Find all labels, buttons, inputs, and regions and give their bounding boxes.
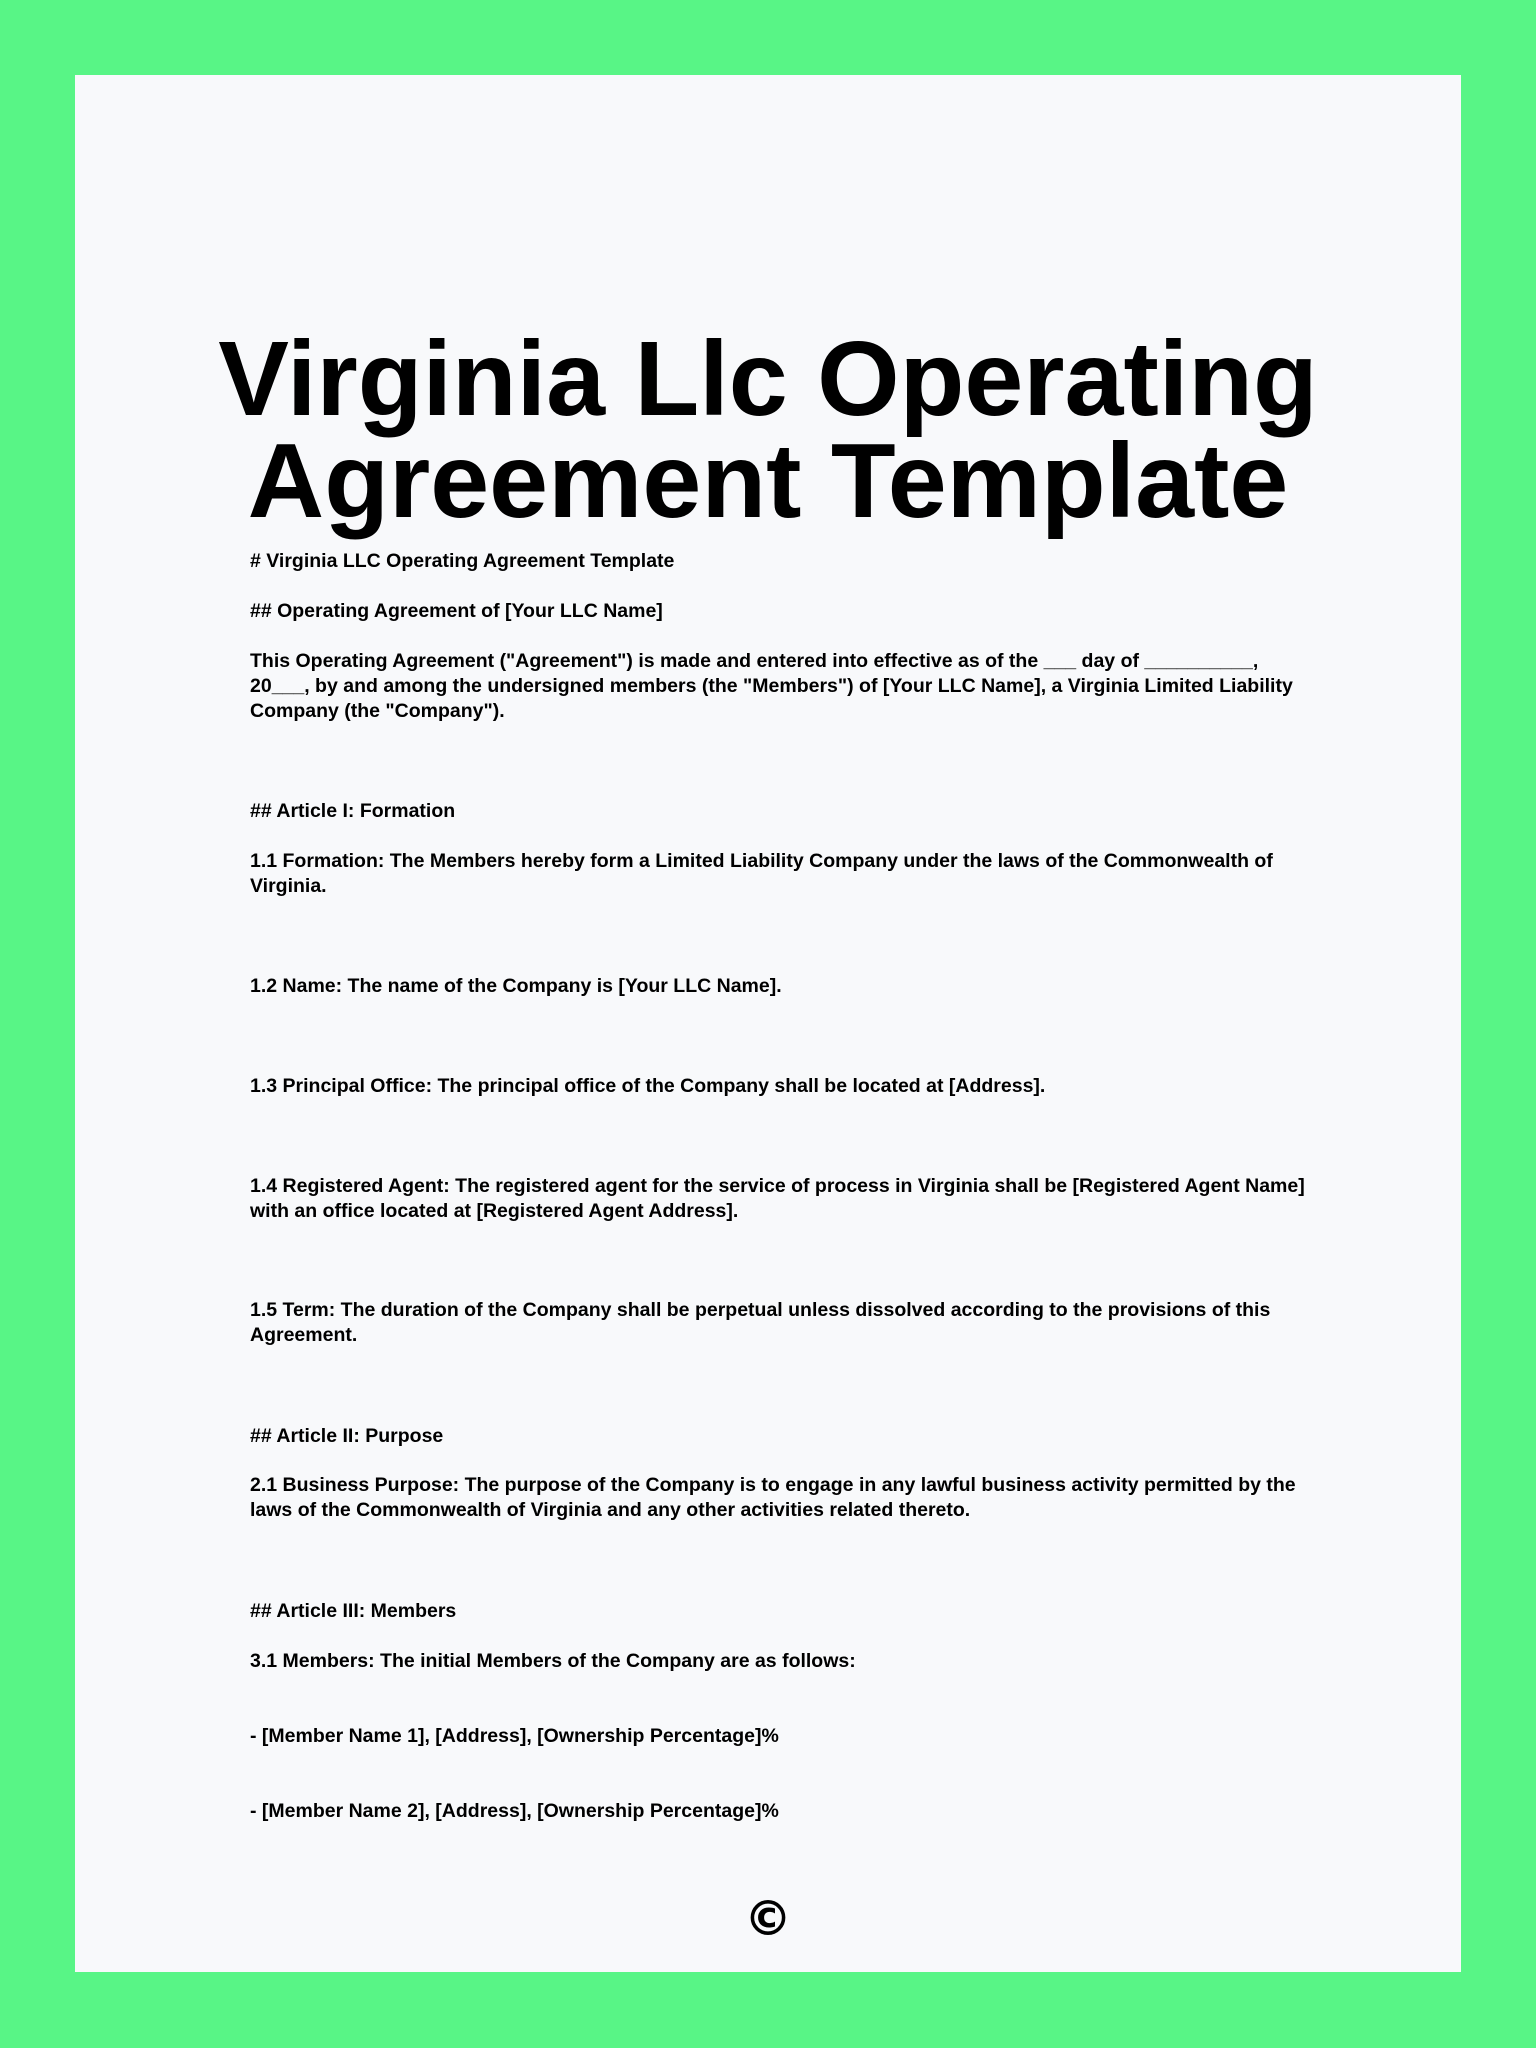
title-line-1: Virginia Llc Operating — [218, 320, 1318, 438]
document-title — [75, 320, 1461, 540]
heading-agreement-of: ## Operating Agreement of [Your LLC Name] — [250, 600, 663, 622]
heading-article-1: ## Article I: Formation — [250, 800, 456, 822]
section-1-5: 1.5 Term: The duration of the Company shall be perpetual unless dissolved according to the provisions of this Agreement. — [250, 1299, 1271, 1346]
title-line-2: Agreement Template — [247, 422, 1289, 540]
document-page — [75, 75, 1461, 1972]
intro-paragraph: This Operating Agreement ("Agreement") is made and entered into effective as of the ___ day of __________, 20___, by and among the undersigned members (the "Members") of [Your LLC Name], a Virginia Limited Liability Company (the "Company"). — [250, 650, 1293, 722]
section-1-2: 1.2 Name: The name of the Company is [Your LLC Name]. — [250, 975, 782, 997]
copyright-icon: © — [744, 1891, 792, 1947]
member-list-item: - [Member Name 2], [Address], [Ownership Percentage]% — [250, 1800, 779, 1822]
heading-article-3: ## Article III: Members — [250, 1600, 457, 1622]
section-1-3: 1.3 Principal Office: The principal office of the Company shall be located at [Address]. — [250, 1075, 1046, 1097]
heading-template: # Virginia LLC Operating Agreement Template — [250, 550, 675, 572]
section-1-1: 1.1 Formation: The Members hereby form a Limited Liability Company under the laws of the Commonwealth of Virginia. — [250, 850, 1273, 897]
section-2-1: 2.1 Business Purpose: The purpose of the Company is to engage in any lawful business activity permitted by the laws of the Commonwealth of Virginia and any other activities related thereto. — [250, 1474, 1296, 1521]
section-1-4: 1.4 Registered Agent: The registered agent for the service of process in Virginia shall be [Registered Agent Name] with an office located at [Registered Agent Address]. — [250, 1175, 1305, 1222]
section-3-1: 3.1 Members: The initial Members of the Company are as follows: — [250, 1650, 856, 1672]
member-list-item: - [Member Name 1], [Address], [Ownership Percentage]% — [250, 1725, 779, 1747]
heading-article-2: ## Article II: Purpose — [250, 1425, 444, 1447]
